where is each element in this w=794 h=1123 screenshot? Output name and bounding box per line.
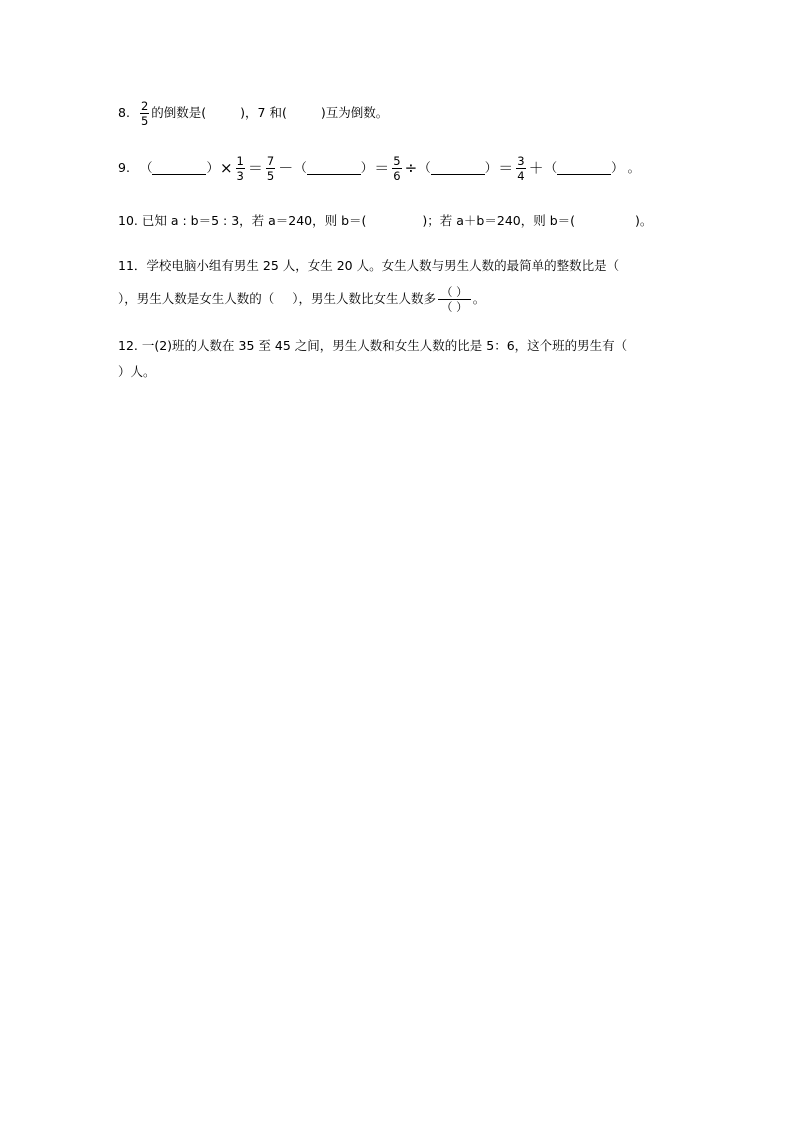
- answer-blank[interactable]: [431, 162, 485, 175]
- question-9: [118, 155, 640, 182]
- plus-sign: ＋: [528, 159, 544, 178]
- open-paren: （: [544, 160, 558, 176]
- period: 。: [627, 160, 641, 176]
- question-number: 8.: [118, 105, 130, 121]
- open-paren: （: [139, 160, 153, 176]
- minus-sign: －: [278, 159, 294, 178]
- question-number: 9.: [118, 160, 130, 176]
- question-text: ），男生人数比女生人数多: [292, 291, 437, 307]
- question-text: ），男生人数是女生人数的（: [118, 291, 275, 307]
- fraction-3-4: $\frac{3}{4}$: [517, 154, 525, 184]
- question-12-line-1: [118, 340, 627, 353]
- equals-sign: ＝: [498, 159, 514, 178]
- question-text: 12. 一(2)班的人数在 35 至 45 之间，男生人数和女生人数的比是 5：6，这个班的男生有（: [118, 338, 628, 353]
- period: 。: [472, 291, 486, 307]
- answer-blank[interactable]: [307, 162, 361, 175]
- answer-blank[interactable]: [152, 162, 206, 175]
- fraction-7-5: $\frac{7}{5}$: [266, 154, 275, 184]
- times-sign: ×: [219, 159, 233, 178]
- question-8: [118, 100, 388, 127]
- question-12-line-2: [118, 366, 156, 379]
- equals-sign: ＝: [247, 159, 263, 178]
- fraction-2-5: $\frac{2}{5}$: [140, 99, 149, 129]
- close-paren: ）: [484, 160, 498, 176]
- question-text: 10. 已知 a : b＝5 : 3，若 a＝240，则 b＝(: [118, 213, 367, 228]
- close-paren: ）: [360, 160, 374, 176]
- divide-sign: ÷: [404, 159, 418, 178]
- question-text: )互为倒数。: [320, 105, 389, 121]
- question-text: ）人。: [118, 364, 156, 379]
- close-paren: ）: [611, 160, 624, 176]
- question-text: )，7 和(: [240, 105, 287, 121]
- question-text: )；若 a＋b＝240，则 b＝(: [422, 213, 576, 228]
- blank-fraction[interactable]: $\frac{( )}{( )}$: [438, 286, 471, 313]
- fraction-5-6: $\frac{5}{6}$: [393, 154, 401, 184]
- answer-blank[interactable]: [557, 162, 611, 175]
- fraction-1-3: $\frac{1}{3}$: [236, 154, 244, 184]
- open-paren: （: [294, 160, 307, 176]
- question-text: )。: [635, 213, 653, 228]
- question-text: 的倒数是(: [151, 105, 207, 121]
- question-10: [118, 215, 652, 228]
- question-text: 11．学校电脑小组有男生 25 人，女生 20 人。女生人数与男生人数的最简单的整数比是（: [118, 258, 620, 273]
- close-paren: ）: [206, 160, 219, 176]
- open-paren: （: [418, 160, 431, 176]
- equals-sign: ＝: [374, 159, 390, 178]
- question-11-line-2: [118, 286, 485, 313]
- question-11-line-1: [118, 260, 619, 273]
